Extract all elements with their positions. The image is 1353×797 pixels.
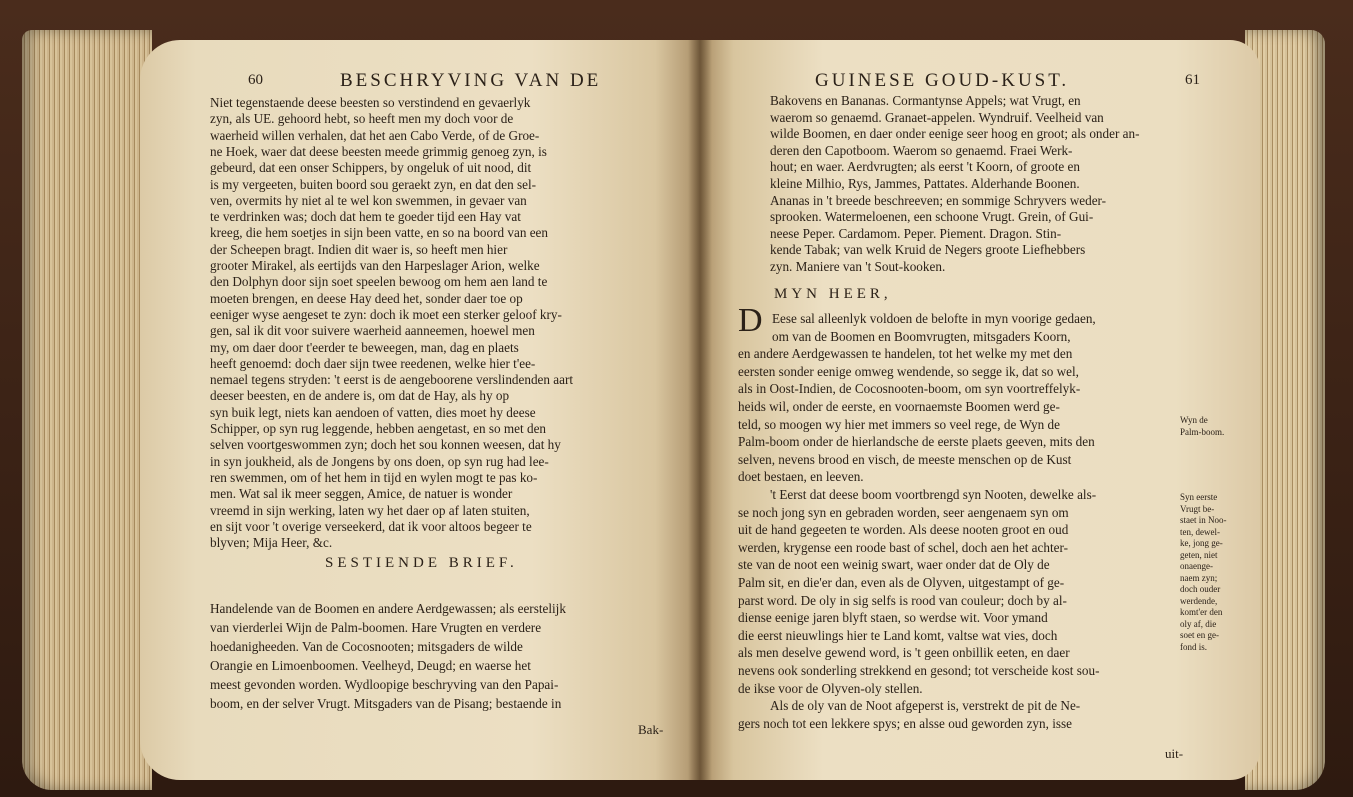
text-line: boom, en der selver Vrugt. Mitsgaders van de Pisang; bestaende in — [210, 696, 562, 711]
margin-note-line: komt'er den — [1180, 607, 1223, 617]
text-line: den Dolphyn door sijn soet speelen bewoog om hem aen land te — [210, 274, 548, 290]
text-line: en andere Aerdgewassen te handelen, tot het welke my met den — [738, 346, 1073, 362]
text-line: deeser beesten, en de andere is, om dat de Hay, als hy op — [210, 388, 510, 404]
text-line: gebeurd, dat een onser Schippers, by ongeluk of uit nood, dit — [210, 160, 532, 176]
text-line: parst word. De oly in sig selfs is rood van couleur; doch by al- — [738, 592, 1067, 608]
text-line: Palm sit, en die'er dan, even als de Olyven, uitgestampt of ge- — [738, 575, 1065, 590]
margin-note-line: doch ouder — [1180, 584, 1221, 594]
text-line: kreeg, die hem soetjes in sijn been vatte, en so na boord van een — [210, 225, 549, 241]
text-line: te verdrinken was; doch dat hem te goeder tijd een Hay vat — [210, 209, 521, 225]
text-line: heids wil, onder de eerste, en voornaemste Boomen werd ge- — [738, 399, 1060, 414]
text-line: Orangie en Limoenboomen. Veelheyd, Deugd; en waerse het — [210, 658, 531, 673]
text-line: ven, overmits hy niet al te wel kon swemmen, in gevaer van — [210, 192, 527, 208]
book-gutter — [688, 40, 712, 780]
margin-note-line: oly af, die — [1180, 618, 1217, 629]
text-line: is my vergeeten, buiten boord sou geraekt zyn, en dat den sel- — [210, 176, 537, 192]
text-line: eersten sonder eenige omweg wendende, so segge ik, dat so wel, — [738, 363, 1079, 379]
text-line: doet bestaen, en leeven. — [738, 469, 864, 485]
text-line: nevens ook sonderling strekkend en gesond; tot verscheide kost sou- — [738, 663, 1100, 678]
margin-note-line: Wyn de — [1180, 415, 1208, 425]
margin-note-line: werdende, — [1180, 595, 1218, 606]
running-head: GUINESE GOUD-KUST. — [815, 70, 1070, 91]
text-line: Handelende van de Boomen en andere Aerdgewassen; als eerstelijk — [210, 601, 566, 616]
text-line: my, om daer door t'eerder te beweegen, man, dag en plaets — [210, 339, 519, 355]
text-line: als in Oost-Indien, de Cocosnooten-boom, om syn voortreffelyk- — [738, 381, 1081, 397]
page-number: 61 — [1185, 72, 1200, 88]
text-line: Bakovens en Bananas. Cormantynse Appels; wat Vrugt, en — [770, 93, 1081, 108]
text-line: 't Eerst dat deese boom voortbrengd syn Nooten, dewelke als- — [770, 487, 1097, 502]
margin-note-line: ten, dewel- — [1180, 526, 1220, 537]
text-line: der Scheepen bragt. Indien dit waer is, so heeft men hier — [210, 241, 508, 257]
margin-note-line: onaenge- — [1180, 561, 1213, 571]
margin-note-line: soet en ge- — [1180, 630, 1219, 640]
text-line: kleine Milhio, Rys, Jammes, Pattates. Alderhande Boonen. — [770, 176, 1080, 191]
text-line: de ikse voor de Olyven-oly stellen. — [738, 680, 923, 696]
text-line: in syn joukheid, als de Jongens by ons doen, op syn rug had lee- — [210, 453, 549, 469]
text-line: Ananas in 't breede beschreeven; en sommige Schryvers weder- — [770, 192, 1107, 208]
text-line: nemael tegens stryden: 't eerst is de aengeboorene verslindenden aart — [210, 372, 574, 388]
text-line: moeten brengen, en deese Hay deed het, sonder daer toe op — [210, 290, 523, 306]
text-line: als men deselve gewend word, is 't geen onbillik eeten, en daer — [738, 645, 1070, 661]
margin-note-line: ke, jong ge- — [1180, 538, 1223, 548]
text-line: selven voortgeswommen zyn; doch het sou konnen weesen, dat hy — [210, 437, 561, 453]
margin-note-line: Vrugt be- — [1180, 503, 1215, 514]
text-line: werden, krygense een roode bast of schel, doch aen het achter- — [738, 539, 1069, 555]
right-page — [700, 40, 1260, 780]
text-line: gers noch tot een lekkere spys; en alsse oud geworden zyn, isse — [738, 715, 1072, 731]
text-line: neese Peper. Cardamom. Peper. Piement. Dragon. Stin- — [770, 225, 1062, 241]
text-line: Eese sal alleenlyk voldoen de belofte in myn voorige gedaen, — [772, 311, 1096, 326]
text-line: zyn. Maniere van 't Sout-kooken. — [770, 259, 946, 274]
margin-note-line: Syn eerste — [1180, 492, 1218, 502]
text-line: Niet tegenstaende deese beesten so verstindend en gevaerlyk — [210, 95, 531, 110]
margin-note-line: naem zyn; — [1180, 572, 1218, 583]
text-line: kende Tabak; van welk Kruid de Negers groote Liefhebbers — [770, 242, 1086, 258]
text-line: van vierderlei Wijn de Palm-boomen. Hare Vrugten en verdere — [210, 620, 542, 635]
page-number: 60 — [248, 72, 263, 88]
text-line: om van de Boomen en Boomvrugten, mitsgaders Koorn, — [772, 328, 1071, 344]
text-line: ren swemmen, om of het hem in tijd en wylen mogt te pas ko- — [210, 469, 538, 485]
margin-note-line: Palm-boom. — [1180, 426, 1225, 437]
margin-note-line: geten, niet — [1180, 549, 1218, 560]
text-line: eeniger wyse aengeset te zyn: doch ik moet een sterker geloof kry- — [210, 306, 562, 322]
text-line: hoedanigheeden. Van de Cocosnooten; mitsgaders de wilde — [210, 639, 523, 654]
text-line: selven, nevens brood en visch, de meeste menschen op de Kust — [738, 451, 1072, 467]
text-line: die eerst nieuwlings hier te Land komt, valtse wat vies, doch — [738, 627, 1058, 643]
text-line: ste van de noot een weinig swart, waer onder dat de Oly de — [738, 557, 1050, 573]
text-line: diense eenige jaren blyft staen, so werdse wit. Voor ymand — [738, 610, 1048, 626]
text-line: syn buik legt, niets kan aendoen of vatten, dies moet hy deese — [210, 404, 536, 420]
text-line: sprooken. Watermeloenen, een schoone Vrugt. Grein, of Gui- — [770, 209, 1094, 225]
text-line: waerom so genaemd. Granaet-appelen. Wyndruif. Veelheid van — [770, 109, 1104, 125]
drop-cap: D — [738, 302, 763, 339]
catchword: uit- — [1165, 746, 1184, 761]
letter-heading: SESTIENDE BRIEF. — [325, 555, 518, 571]
text-line: uit de hand gegeeten te worden. Als deese nooten groot en oud — [738, 522, 1069, 538]
running-head: BESCHRYVING VAN DE — [340, 70, 602, 91]
text-line: heeft genoemd: doch daer sijn twee reedenen, welke hier t'ee- — [210, 355, 536, 371]
text-line: Palm-boom onder de hierlandsche de eerste plaets geeven, mits den — [738, 434, 1095, 450]
text-line: Schipper, op syn rug leggende, hebben aengetast, en so met den — [210, 421, 547, 436]
text-line: deren den Capotboom. Waerom so genaemd. Fraei Werk- — [770, 142, 1073, 158]
text-line: waerheid willen verhalen, dat het aen Cabo Verde, of de Groe- — [210, 127, 540, 143]
text-line: se noch jong syn en gebraden worden, seer aengenaem syn om — [738, 504, 1069, 520]
text-line: vreemd in sijn werking, laten wy het daer op af laten stuiten, — [210, 502, 530, 518]
text-line: men. Wat sal ik meer seggen, Amice, de natuer is wonder — [210, 486, 513, 502]
salutation: MYN HEER, — [774, 286, 892, 302]
text-line: ne Hoek, waer dat deese beesten meede grimmig genoeg zyn, is — [210, 143, 547, 159]
text-line: meest gevonden worden. Wydloopige beschryving van den Papai- — [210, 677, 559, 692]
text-line: wilde Boomen, en daer onder eenige seer hoog en groot; als onder an- — [770, 126, 1140, 142]
text-line: grooter Mirakel, als eertijds van den Harpeslager Arion, welke — [210, 258, 540, 273]
text-line: en sijt voor 't overige verseekerd, dat ik voor altoos begeer te — [210, 518, 532, 534]
catchword: Bak- — [638, 722, 664, 737]
margin-note-line: staet in Noo- — [1180, 515, 1227, 525]
text-line: zyn, als UE. gehoord hebt, so heeft men my doch voor de — [210, 111, 514, 127]
text-line: teld, so moogen wy hier met immers so veel rege, de Wyn de — [738, 416, 1060, 432]
left-page — [140, 40, 700, 780]
margin-note-line: fond is. — [1180, 641, 1207, 652]
text-line: hout; en waer. Aerdvrugten; als eerst 't Koorn, of groote en — [770, 159, 1080, 175]
text-line: Als de oly van de Noot afgeperst is, verstrekt de pit de Ne- — [770, 698, 1081, 714]
left-page-edges — [22, 30, 152, 790]
text-line: blyven; Mija Heer, &c. — [210, 535, 333, 551]
text-line: gen, sal ik dit voor suivere waerheid aanneemen, hoewel men — [210, 323, 535, 339]
